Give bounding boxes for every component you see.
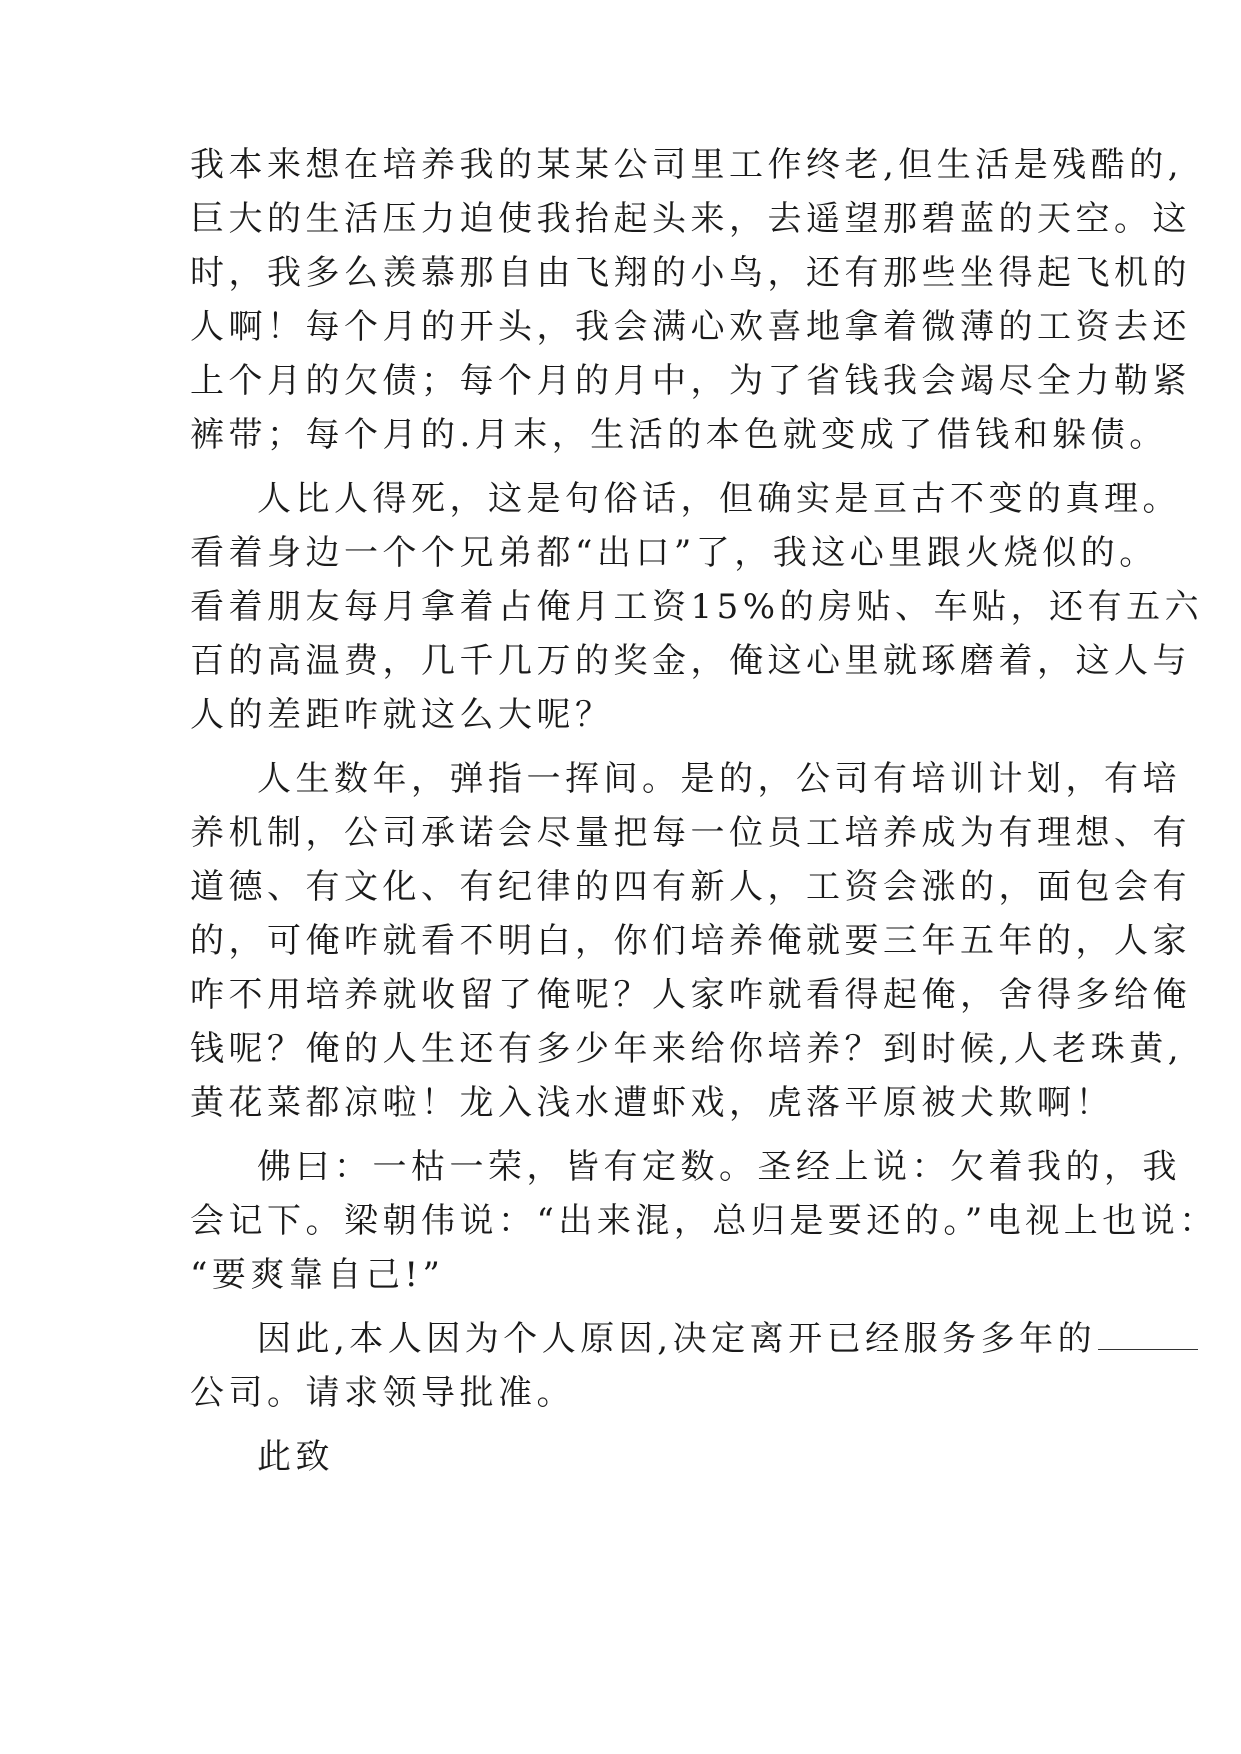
text-segment: 因此,本人因为个人原因,决定离开已经服务多年的 xyxy=(257,1319,1097,1359)
closing-salutation: 此致 xyxy=(257,1437,334,1477)
fill-in-blank xyxy=(1098,1319,1198,1350)
text-line: 百的高温费，几千几万的奖金，俺这心里就琢磨着，这人与 xyxy=(190,641,1191,681)
text-line: 人比人得死，这是句俗话，但确实是亘古不变的真理。 xyxy=(257,479,1181,519)
text-line xyxy=(257,1311,1198,1367)
text-line: 时，我多么羡慕那自由飞翔的小鸟，还有那些坐得起飞机的 xyxy=(190,253,1191,293)
text-line: 公司。请求领导批准。 xyxy=(190,1373,575,1413)
text-line: 裤带；每个月的.月末，生活的本色就变成了借钱和躲债。 xyxy=(190,415,1168,455)
text-line: “要爽靠自己!” xyxy=(190,1255,445,1295)
text-line: 黄花菜都凉啦！龙入浅水遭虾戏，虎落平原被犬欺啊！ xyxy=(190,1083,1114,1123)
text-line: 巨大的生活压力迫使我抬起头来，去遥望那碧蓝的天空。这 xyxy=(190,199,1191,239)
text-line: 看着身边一个个兄弟都“出口”了，我这心里跟火烧似的。 xyxy=(190,533,1158,573)
text-line: 钱呢？俺的人生还有多少年来给你培养？到时候,人老珠黄, xyxy=(190,1029,1184,1069)
text-line: 道德、有文化、有纪律的四有新人，工资会涨的，面包会有 xyxy=(190,867,1191,907)
text-line: 我本来想在培养我的某某公司里工作终老,但生活是残酷的, xyxy=(190,145,1184,185)
text-line: 的，可俺咋就看不明白，你们培养俺就要三年五年的，人家 xyxy=(190,921,1191,961)
text-line: 咋不用培养就收留了俺呢？人家咋就看得起俺，舍得多给俺 xyxy=(190,975,1191,1015)
text-line: 会记下。梁朝伟说：“出来混，总归是要还的。”电视上也说： xyxy=(190,1201,1218,1241)
text-line: 人啊！每个月的开头，我会满心欢喜地拿着微薄的工资去还 xyxy=(190,307,1191,347)
text-line: 上个月的欠债；每个月的月中，为了省钱我会竭尽全力勒紧 xyxy=(190,361,1191,401)
text-line: 人的差距咋就这么大呢？ xyxy=(190,695,614,735)
text-line: 养机制，公司承诺会尽量把每一位员工培养成为有理想、有 xyxy=(190,813,1191,853)
text-line: 看着朋友每月拿着占俺月工资15%的房贴、车贴，还有五六 xyxy=(190,587,1204,627)
text-line: 佛曰：一枯一荣，皆有定数。圣经上说：欠着我的，我 xyxy=(257,1147,1181,1187)
text-line: 人生数年，弹指一挥间。是的，公司有培训计划，有培 xyxy=(257,759,1181,799)
